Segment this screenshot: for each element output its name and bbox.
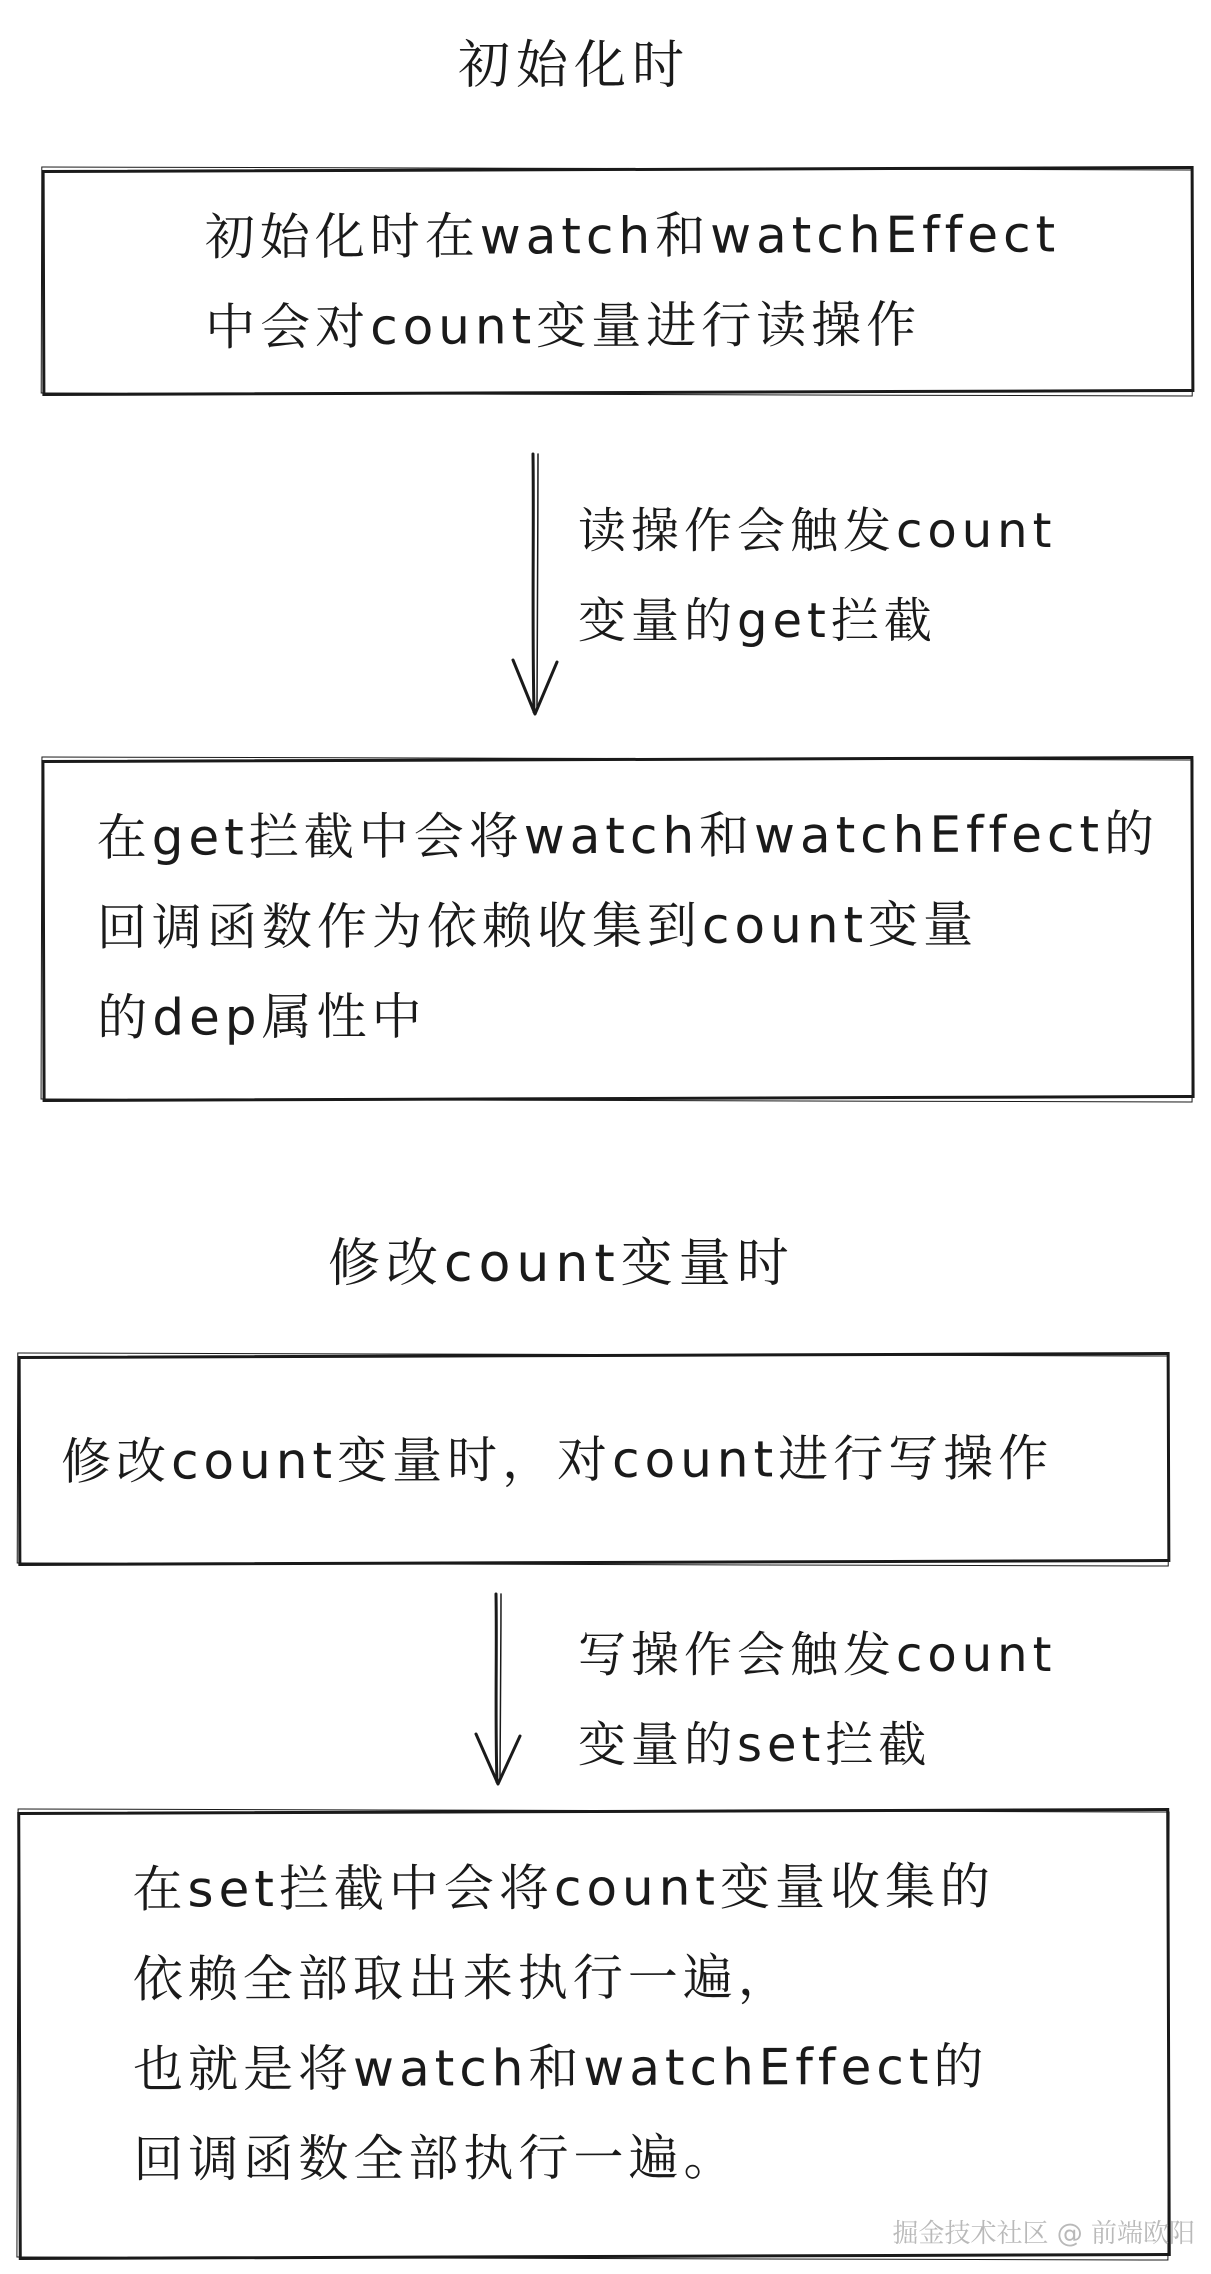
modify-write-box [18,1352,1171,1566]
trigger-execute-text [132,1842,996,2205]
watermark: 掘金技术社区 @ 前端欧阳 [892,2219,1195,2249]
down-arrow-2 [468,1590,528,1790]
trigger-execute-line-3: 也就是将watch和watchEffect的 [133,2037,989,2099]
modify-write-line-1: 修改count变量时，对count进行写操作 [60,1429,1054,1491]
init-read-line-2: 中会对count变量进行读操作 [205,295,922,357]
set-trigger-line-1: 写操作会触发count [578,1627,1057,1683]
trigger-execute-box [17,1808,1171,2260]
init-read-text [205,189,1061,372]
get-trigger-line-2: 变量的get拦截 [578,593,937,649]
set-trigger-label [578,1610,1056,1790]
dependency-collect-line-1: 在get拦截中会将watch和watchEffect的 [96,805,1160,867]
section2-heading: 修改count变量时 [328,1234,795,1294]
dependency-collect-box [41,756,1194,1102]
modify-write-text [61,1413,1053,1506]
dependency-collect-line-2: 回调函数作为依赖收集到count变量 [96,895,979,957]
get-trigger-label [578,486,1056,666]
get-trigger-line-1: 读操作会触发count [578,503,1057,559]
set-trigger-line-2: 变量的set拦截 [578,1717,932,1773]
down-arrow-1 [505,450,565,720]
section1-heading: 初始化时 [458,36,691,96]
trigger-execute-line-1: 在set拦截中会将count变量收集的 [132,1857,996,1919]
dependency-collect-line-3: 的dep属性中 [97,987,427,1047]
init-read-box [42,166,1195,396]
trigger-execute-line-4: 回调函数全部执行一遍。 [133,2128,739,2189]
init-read-line-1: 初始化时在watch和watchEffect [204,205,1061,267]
dependency-collect-text [97,789,1160,1063]
trigger-execute-line-2: 依赖全部取出来执行一遍， [132,1948,793,2009]
